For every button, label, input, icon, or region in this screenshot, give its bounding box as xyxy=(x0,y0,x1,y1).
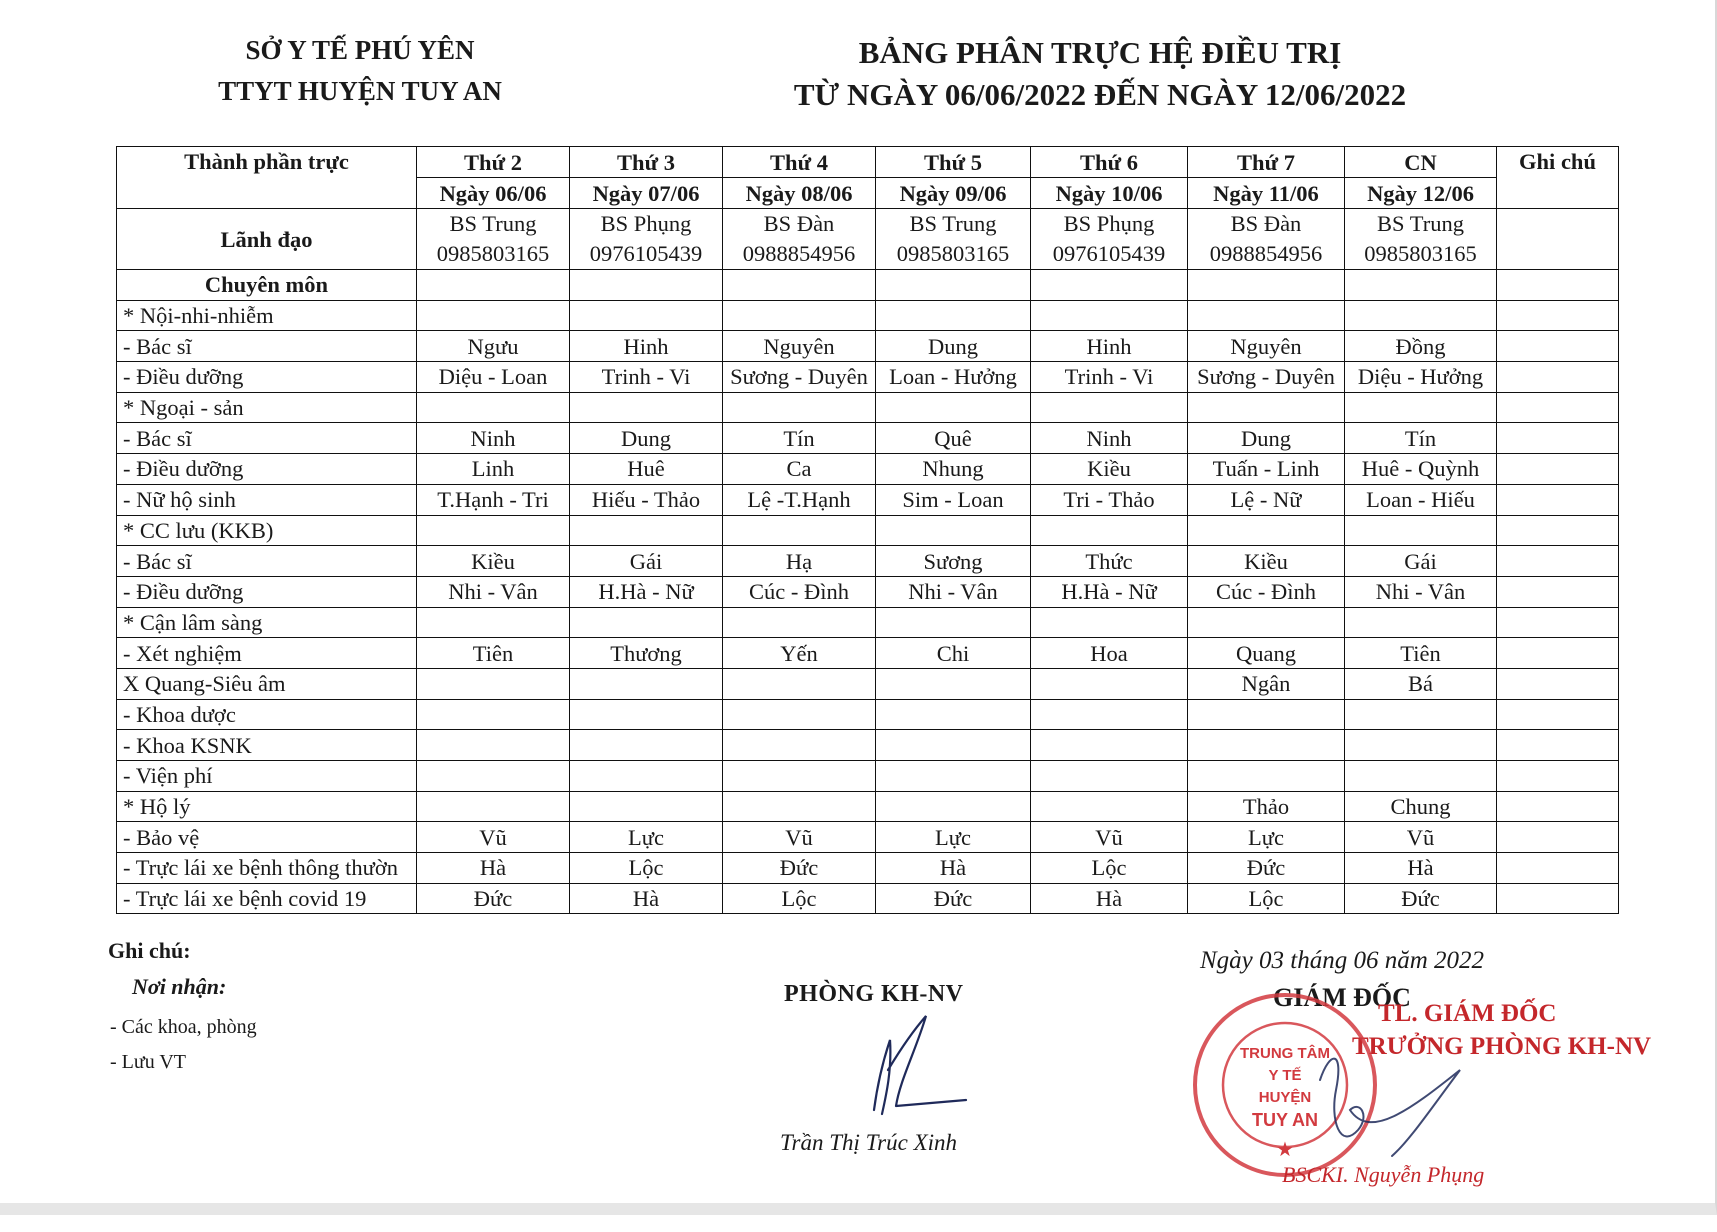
leader-name: BS Đàn xyxy=(1230,211,1302,236)
duty-cell xyxy=(417,607,570,638)
duty-cell xyxy=(1345,300,1497,331)
duty-row xyxy=(117,423,1619,454)
leader-cell xyxy=(876,209,1031,270)
note-cell xyxy=(1497,883,1619,914)
duty-cell: Bá xyxy=(1345,668,1497,699)
duty-cell xyxy=(570,300,723,331)
day-name: CN xyxy=(1345,147,1497,178)
note-cell xyxy=(1497,699,1619,730)
duty-cell: Gái xyxy=(1345,546,1497,577)
duty-row xyxy=(117,454,1619,485)
leader-phone: 0985803165 xyxy=(1364,241,1477,266)
duty-cell: Ngân xyxy=(1188,668,1345,699)
duty-cell: Nhi - Vân xyxy=(876,576,1031,607)
recipients-label: Nơi nhận: xyxy=(132,974,227,999)
duty-cell: Yến xyxy=(723,638,876,669)
duty-cell xyxy=(1188,761,1345,792)
duty-cell: Dung xyxy=(570,423,723,454)
duty-cell: Kiều xyxy=(1031,454,1188,485)
note-cell xyxy=(1497,853,1619,884)
duty-cell xyxy=(570,668,723,699)
duty-cell xyxy=(723,791,876,822)
org-header xyxy=(205,30,515,112)
duty-row xyxy=(117,515,1619,546)
day-date: Ngày 11/06 xyxy=(1188,178,1345,209)
note-cell xyxy=(1497,761,1619,792)
duty-cell xyxy=(723,730,876,761)
day-date: Ngày 10/06 xyxy=(1031,178,1188,209)
note-column-header: Ghi chú xyxy=(1497,147,1619,209)
leader-name: BS Trung xyxy=(909,211,997,236)
duty-cell: T.Hạnh - Tri xyxy=(417,484,570,515)
duty-cell: H.Hà - Nữ xyxy=(1031,576,1188,607)
duty-cell: Thức xyxy=(1031,546,1188,577)
note-cell xyxy=(1497,730,1619,761)
duty-row xyxy=(117,730,1619,761)
duty-cell xyxy=(1031,791,1188,822)
row-label: - Bác sĩ xyxy=(117,423,417,454)
duty-cell: Ngưu xyxy=(417,331,570,362)
duty-cell xyxy=(1188,392,1345,423)
duty-row xyxy=(117,791,1619,822)
leader-cell xyxy=(570,209,723,270)
recipient-item: - Các khoa, phòng xyxy=(110,1016,257,1038)
duty-cell xyxy=(723,607,876,638)
duty-cell: Lộc xyxy=(570,853,723,884)
title-line-2: TỪ NGÀY 06/06/2022 ĐẾN NGÀY 12/06/2022 xyxy=(793,77,1407,112)
duty-cell xyxy=(1188,699,1345,730)
day-name: Thứ 7 xyxy=(1188,147,1345,178)
leader-cell xyxy=(1188,209,1345,270)
duty-cell: Quang xyxy=(1188,638,1345,669)
duty-cell xyxy=(723,515,876,546)
duty-cell: Tín xyxy=(1345,423,1497,454)
duty-row xyxy=(117,699,1619,730)
duty-cell xyxy=(417,270,570,301)
duty-row xyxy=(117,638,1619,669)
stamp-line-1: TRUNG TÂM xyxy=(1240,1045,1330,1062)
director-signer-name: BSCKI. Nguyễn Phụng xyxy=(1282,1162,1485,1187)
duty-cell: Cúc - Đình xyxy=(1188,576,1345,607)
duty-cell: Hà xyxy=(1345,853,1497,884)
duty-row xyxy=(117,853,1619,884)
duty-cell: Loan - Hưởng xyxy=(876,362,1031,393)
row-label: Chuyên môn xyxy=(117,270,417,301)
leader-phone: 0988854956 xyxy=(1209,241,1323,266)
duty-cell xyxy=(876,270,1031,301)
note-cell xyxy=(1497,515,1619,546)
duty-cell xyxy=(723,300,876,331)
duty-row xyxy=(117,883,1619,914)
duty-cell: Loan - Hiếu xyxy=(1345,484,1497,515)
duty-row xyxy=(117,270,1619,301)
stamp-line-3: HUYỆN xyxy=(1258,1089,1312,1106)
duty-row xyxy=(117,668,1619,699)
duty-cell: Nhung xyxy=(876,454,1031,485)
duty-cell xyxy=(1188,515,1345,546)
row-label: Lãnh đạo xyxy=(117,209,417,270)
row-label: X Quang-Siêu âm xyxy=(117,668,417,699)
duty-cell xyxy=(1031,761,1188,792)
duty-cell xyxy=(1031,668,1188,699)
duty-cell: Sương - Duyên xyxy=(1188,362,1345,393)
duty-cell: Lộc xyxy=(723,883,876,914)
note-cell xyxy=(1497,209,1619,270)
duty-cell: Diệu - Loan xyxy=(417,362,570,393)
duty-cell: Trinh - Vi xyxy=(570,362,723,393)
row-label: - Viện phí xyxy=(117,761,417,792)
note-cell xyxy=(1497,607,1619,638)
day-date: Ngày 06/06 xyxy=(417,178,570,209)
duty-cell: Vũ xyxy=(1031,822,1188,853)
dept-signature xyxy=(860,1010,980,1120)
duty-cell xyxy=(417,300,570,331)
note-cell xyxy=(1497,270,1619,301)
day-date: Ngày 08/06 xyxy=(723,178,876,209)
duty-cell: Sim - Loan xyxy=(876,484,1031,515)
duty-cell xyxy=(417,515,570,546)
duty-cell xyxy=(723,392,876,423)
duty-cell: Lộc xyxy=(1188,883,1345,914)
duty-cell: Hoa xyxy=(1031,638,1188,669)
duty-cell xyxy=(570,761,723,792)
duty-row xyxy=(117,362,1619,393)
duty-cell: Nhi - Vân xyxy=(1345,576,1497,607)
note-cell xyxy=(1497,331,1619,362)
day-name: Thứ 5 xyxy=(876,147,1031,178)
note-cell xyxy=(1497,576,1619,607)
duty-cell xyxy=(570,791,723,822)
leader-phone: 0985803165 xyxy=(436,241,550,266)
row-label: - Trực lái xe bệnh covid 19 xyxy=(117,883,417,914)
day-name: Thứ 4 xyxy=(723,147,876,178)
duty-cell: Vũ xyxy=(723,822,876,853)
duty-cell xyxy=(1031,730,1188,761)
duty-cell: Nguyên xyxy=(1188,331,1345,362)
row-label: - Nữ hộ sinh xyxy=(117,484,417,515)
duty-cell: Tri - Thảo xyxy=(1031,484,1188,515)
duty-cell: Linh xyxy=(417,454,570,485)
svg-text:★: ★ xyxy=(1276,1139,1294,1161)
duty-cell: Dung xyxy=(1188,423,1345,454)
duty-cell xyxy=(723,270,876,301)
duty-cell xyxy=(1188,300,1345,331)
leader-name: BS Trung xyxy=(1377,211,1464,236)
duty-cell xyxy=(417,392,570,423)
duty-row xyxy=(117,300,1619,331)
day-date: Ngày 07/06 xyxy=(570,178,723,209)
duty-cell xyxy=(417,791,570,822)
row-label: - Điều dưỡng xyxy=(117,362,417,393)
duty-cell: Tiên xyxy=(1345,638,1497,669)
note-cell xyxy=(1497,668,1619,699)
duty-cell: Diệu - Hưởng xyxy=(1345,362,1497,393)
note-cell xyxy=(1497,362,1619,393)
leader-phone: 0985803165 xyxy=(896,241,1010,266)
duty-cell: Nguyên xyxy=(723,331,876,362)
duty-cell: Chung xyxy=(1345,791,1497,822)
duty-cell: Hà xyxy=(570,883,723,914)
duty-cell xyxy=(1031,699,1188,730)
duty-cell: Tuấn - Linh xyxy=(1188,454,1345,485)
duty-cell xyxy=(417,761,570,792)
duty-cell: Hinh xyxy=(1031,331,1188,362)
duty-cell: Thương xyxy=(570,638,723,669)
duty-cell: Vũ xyxy=(417,822,570,853)
title-line-1: BẢNG PHÂN TRỰC HỆ ĐIỀU TRỊ xyxy=(858,35,1342,70)
stamp-line-2: Y TẾ xyxy=(1268,1067,1302,1084)
duty-cell: Nhi - Vân xyxy=(417,576,570,607)
director-signature xyxy=(1300,1030,1500,1170)
day-name-row xyxy=(117,147,1619,178)
duty-cell: Thảo xyxy=(1188,791,1345,822)
duty-cell xyxy=(1345,515,1497,546)
duty-cell xyxy=(1188,730,1345,761)
note-cell xyxy=(1497,300,1619,331)
note-cell xyxy=(1497,638,1619,669)
duty-cell xyxy=(876,699,1031,730)
day-name: Thứ 6 xyxy=(1031,147,1188,178)
duty-cell: Chi xyxy=(876,638,1031,669)
duty-cell: Ninh xyxy=(417,423,570,454)
duty-cell xyxy=(417,668,570,699)
duty-cell: Đức xyxy=(417,883,570,914)
row-label: - Trực lái xe bệnh thông thườn xyxy=(117,853,417,884)
duty-cell xyxy=(1345,730,1497,761)
duty-cell: Lộc xyxy=(1031,853,1188,884)
duty-cell xyxy=(1031,270,1188,301)
duty-roster-table xyxy=(116,146,1619,914)
duty-cell: Đức xyxy=(1345,883,1497,914)
corner-header: Thành phần trực xyxy=(117,147,417,209)
duty-cell xyxy=(570,730,723,761)
note-cell xyxy=(1497,791,1619,822)
duty-cell: H.Hà - Nữ xyxy=(570,576,723,607)
note-cell xyxy=(1497,546,1619,577)
duty-cell xyxy=(1188,270,1345,301)
issue-date: Ngày 03 tháng 06 năm 2022 xyxy=(1200,947,1485,974)
duty-cell: Ca xyxy=(723,454,876,485)
duty-cell: Tiên xyxy=(417,638,570,669)
duty-cell xyxy=(570,515,723,546)
leader-phone: 0988854956 xyxy=(742,241,856,266)
duty-cell xyxy=(876,392,1031,423)
day-date: Ngày 09/06 xyxy=(876,178,1031,209)
duty-cell: Lực xyxy=(570,822,723,853)
duty-cell xyxy=(1031,607,1188,638)
leader-name: BS Trung xyxy=(449,211,537,236)
row-label: * Cận lâm sàng xyxy=(117,607,417,638)
duty-cell xyxy=(723,699,876,730)
duty-cell xyxy=(570,270,723,301)
duty-row xyxy=(117,484,1619,515)
duty-cell xyxy=(1345,699,1497,730)
document-title xyxy=(760,32,1440,116)
row-label: * Hộ lý xyxy=(117,791,417,822)
duty-cell: Trinh - Vi xyxy=(1031,362,1188,393)
duty-cell xyxy=(1345,761,1497,792)
note-cell xyxy=(1497,484,1619,515)
leader-cell xyxy=(1345,209,1497,270)
stamp-line-4: TUY AN xyxy=(1251,1110,1319,1130)
duty-cell xyxy=(876,761,1031,792)
duty-cell xyxy=(570,607,723,638)
duty-cell xyxy=(876,791,1031,822)
org-line-1: SỞ Y TẾ PHÚ YÊN xyxy=(245,35,475,65)
duty-row xyxy=(117,392,1619,423)
duty-cell: Lệ - Nữ xyxy=(1188,484,1345,515)
duty-cell: Sương xyxy=(876,546,1031,577)
duty-cell: Huê xyxy=(570,454,723,485)
duty-row xyxy=(117,546,1619,577)
duty-cell: Đức xyxy=(1188,853,1345,884)
duty-cell: Cúc - Đình xyxy=(723,576,876,607)
authorized-signer-line1: TL. GIÁM ĐỐC xyxy=(1378,1000,1557,1027)
day-name: Thứ 3 xyxy=(570,147,723,178)
duty-cell xyxy=(876,607,1031,638)
duty-cell xyxy=(417,730,570,761)
duty-cell: Đức xyxy=(876,883,1031,914)
duty-cell xyxy=(723,761,876,792)
row-label: * Ngoại - sản xyxy=(117,392,417,423)
row-label: - Bảo vệ xyxy=(117,822,417,853)
row-label: * CC lưu (KKB) xyxy=(117,515,417,546)
duty-cell: Kiều xyxy=(417,546,570,577)
note-cell xyxy=(1497,454,1619,485)
duty-row xyxy=(117,607,1619,638)
leader-name: BS Phụng xyxy=(1063,211,1155,236)
day-date: Ngày 12/06 xyxy=(1345,178,1497,209)
duty-cell xyxy=(1345,392,1497,423)
row-label: * Nội-nhi-nhiễm xyxy=(117,300,417,331)
duty-cell xyxy=(570,392,723,423)
leadership-row xyxy=(117,209,1619,270)
duty-cell xyxy=(723,668,876,699)
dept-title: PHÒNG KH-NV xyxy=(784,981,964,1007)
leader-name: BS Đàn xyxy=(763,211,835,236)
leader-cell xyxy=(723,209,876,270)
duty-cell: Dung xyxy=(876,331,1031,362)
duty-row xyxy=(117,576,1619,607)
duty-cell: Hà xyxy=(876,853,1031,884)
note-cell xyxy=(1497,423,1619,454)
duty-cell xyxy=(1345,607,1497,638)
duty-cell: Hinh xyxy=(570,331,723,362)
duty-row xyxy=(117,331,1619,362)
leader-name: BS Phụng xyxy=(600,211,692,236)
duty-cell xyxy=(876,668,1031,699)
leader-phone: 0976105439 xyxy=(589,241,703,266)
row-label: - Khoa dược xyxy=(117,699,417,730)
duty-cell xyxy=(1188,607,1345,638)
note-cell xyxy=(1497,392,1619,423)
duty-cell xyxy=(876,730,1031,761)
duty-cell: Hạ xyxy=(723,546,876,577)
duty-cell: Huê - Quỳnh xyxy=(1345,454,1497,485)
duty-cell: Lực xyxy=(876,822,1031,853)
duty-cell xyxy=(876,300,1031,331)
duty-cell: Hà xyxy=(417,853,570,884)
duty-cell: Lực xyxy=(1188,822,1345,853)
row-label: - Điều dưỡng xyxy=(117,576,417,607)
duty-cell: Sương - Duyên xyxy=(723,362,876,393)
duty-cell: Hà xyxy=(1031,883,1188,914)
org-line-2: TTYT HUYỆN TUY AN xyxy=(218,76,502,106)
row-label: - Điều dưỡng xyxy=(117,454,417,485)
director-title: GIÁM ĐỐC xyxy=(1273,983,1411,1012)
duty-cell: Vũ xyxy=(1345,822,1497,853)
duty-cell: Gái xyxy=(570,546,723,577)
authorized-signer-line2: TRƯỞNG PHÒNG KH-NV xyxy=(1352,1033,1652,1060)
duty-cell: Quê xyxy=(876,423,1031,454)
duty-cell xyxy=(1345,270,1497,301)
duty-cell: Đức xyxy=(723,853,876,884)
recipient-item: - Lưu VT xyxy=(110,1051,187,1073)
notes-label: Ghi chú: xyxy=(108,938,191,963)
leader-cell xyxy=(1031,209,1188,270)
row-label: - Xét nghiệm xyxy=(117,638,417,669)
duty-cell: Tín xyxy=(723,423,876,454)
duty-cell: Hiếu - Thảo xyxy=(570,484,723,515)
duty-cell xyxy=(876,515,1031,546)
note-cell xyxy=(1497,822,1619,853)
duty-cell: Đồng xyxy=(1345,331,1497,362)
duty-cell: Lệ -T.Hạnh xyxy=(723,484,876,515)
duty-cell: Ninh xyxy=(1031,423,1188,454)
row-label: - Khoa KSNK xyxy=(117,730,417,761)
duty-cell xyxy=(417,699,570,730)
duty-row xyxy=(117,761,1619,792)
duty-cell xyxy=(570,699,723,730)
duty-cell: Kiều xyxy=(1188,546,1345,577)
leader-cell xyxy=(417,209,570,270)
leader-phone: 0976105439 xyxy=(1052,241,1166,266)
duty-cell xyxy=(1031,392,1188,423)
duty-cell xyxy=(1031,300,1188,331)
day-name: Thứ 2 xyxy=(417,147,570,178)
row-label: - Bác sĩ xyxy=(117,331,417,362)
row-label: - Bác sĩ xyxy=(117,546,417,577)
dept-signer-name: Trần Thị Trúc Xinh xyxy=(780,1130,958,1155)
duty-row xyxy=(117,822,1619,853)
duty-cell xyxy=(1031,515,1188,546)
